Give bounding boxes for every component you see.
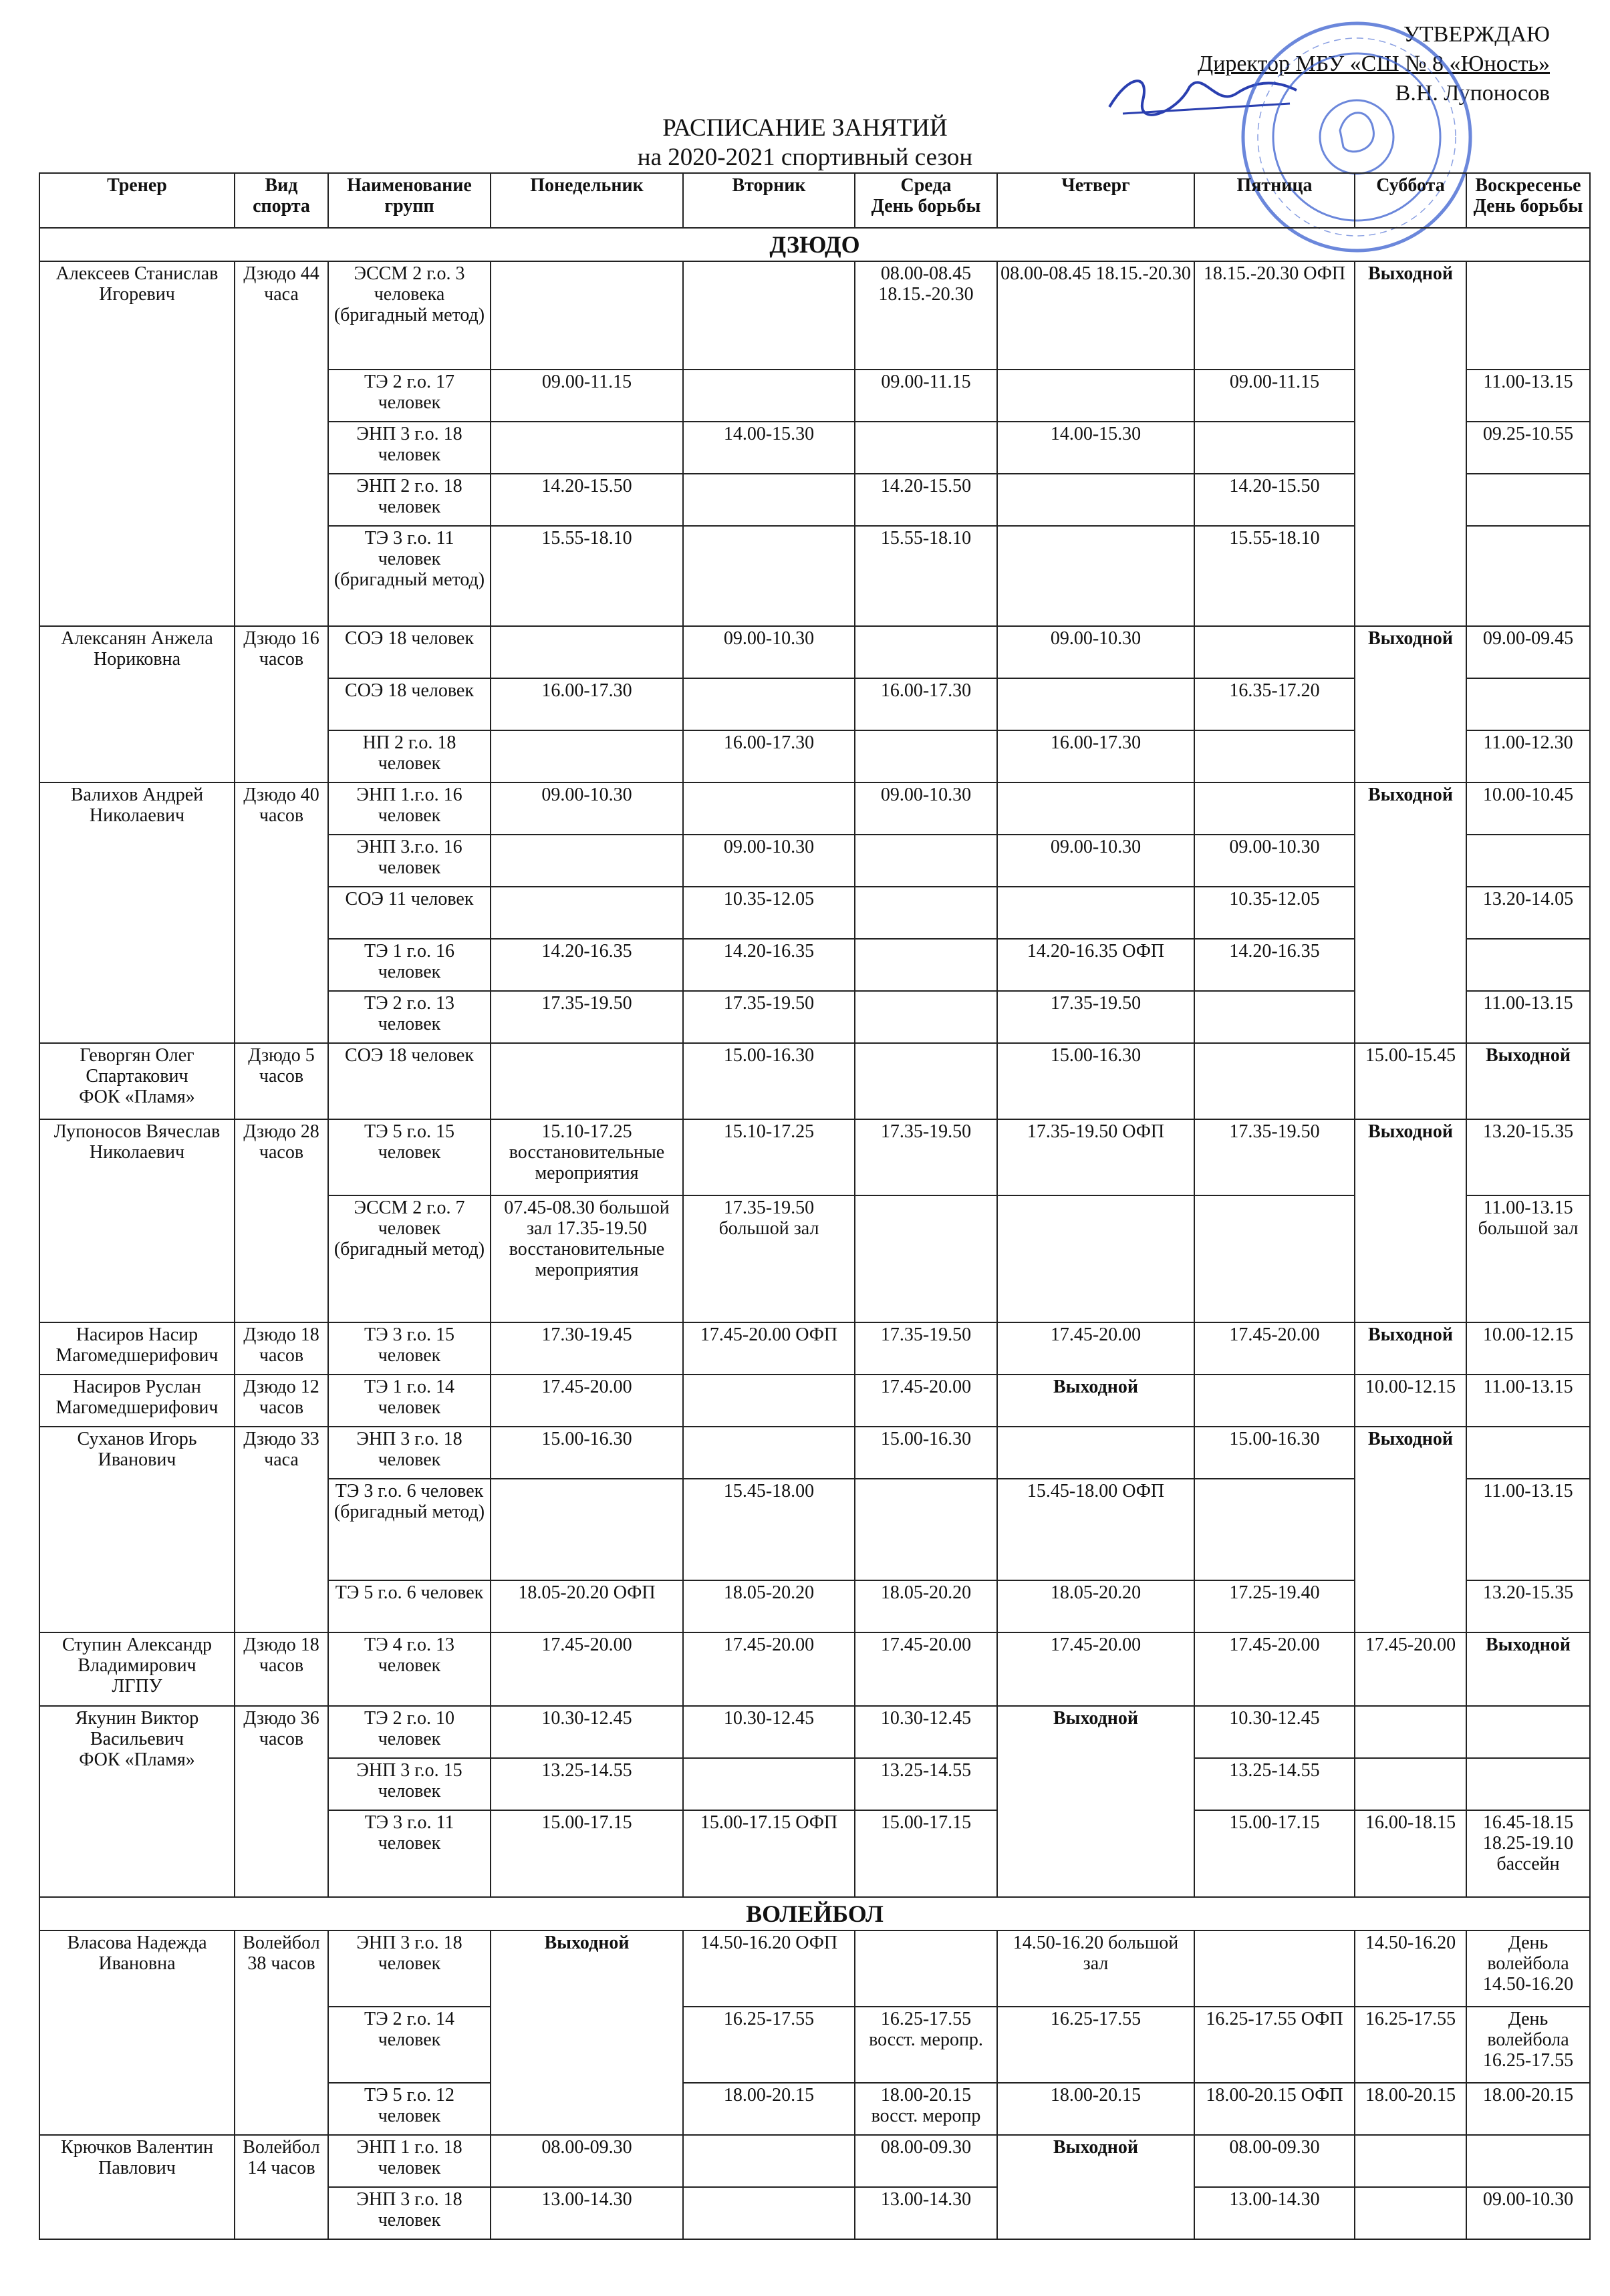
- sport-cell: Дзюдо 18 часов: [235, 1322, 328, 1375]
- tue-cell: 17.45-20.00 ОФП: [683, 1322, 855, 1375]
- group-cell: СОЭ 18 человек: [328, 626, 491, 678]
- sun-cell: [1466, 1758, 1590, 1810]
- thu-cell: [997, 782, 1194, 835]
- wed-cell: 18.05-20.20: [855, 1580, 997, 1632]
- sport-cell: Дзюдо 44 часа: [235, 261, 328, 626]
- trainer-cell: Власова Надежда Ивановна: [39, 1930, 235, 2135]
- tue-cell: 17.35-19.50 большой зал: [683, 1195, 855, 1322]
- table-row: [39, 1930, 1590, 2007]
- sport-cell: Дзюдо 12 часов: [235, 1375, 328, 1427]
- trainer-cell: Лупоносов Вячеслав Николаевич: [39, 1119, 235, 1322]
- thu-cell: 17.45-20.00: [997, 1322, 1194, 1375]
- sun-cell: 09.25-10.55: [1466, 422, 1590, 474]
- sun-cell: 11.00-13.15: [1466, 370, 1590, 422]
- sun-cell: 18.00-20.15: [1466, 2083, 1590, 2135]
- table-row: [39, 2135, 1590, 2187]
- sun-cell: Выходной: [1466, 1043, 1590, 1119]
- mon-cell: [491, 422, 683, 474]
- fri-cell: 18.00-20.15 ОФП: [1194, 2083, 1355, 2135]
- trainer-cell: [39, 1043, 235, 1119]
- tue-cell: [683, 678, 855, 730]
- header-sun-note: День борьбы: [1473, 196, 1583, 217]
- group-cell: ЭНП 3 г.о. 18 человек: [328, 2187, 491, 2239]
- tue-cell: 14.50-16.20 ОФП: [683, 1930, 855, 2007]
- wed-cell: 17.45-20.00: [855, 1632, 997, 1706]
- fri-cell: [1194, 1195, 1355, 1322]
- thu-cell: 14.00-15.30: [997, 422, 1194, 474]
- section-row: [39, 228, 1590, 261]
- wed-cell: [855, 730, 997, 782]
- group-cell: ЭНП 3 г.о. 18 человек: [328, 422, 491, 474]
- thu-cell: 16.25-17.55: [997, 2007, 1194, 2083]
- trainer-name: Якунин Виктор Васильевич: [75, 1708, 199, 1749]
- header-sport: Вид спорта: [235, 173, 328, 228]
- tue-cell: 18.05-20.20: [683, 1580, 855, 1632]
- fri-cell: [1194, 1375, 1355, 1427]
- approval-position: Директор МБУ «СШ № 8 «Юность»: [1198, 51, 1550, 76]
- sport-cell: Волейбол 38 часов: [235, 1930, 328, 2135]
- tue-cell: [683, 2135, 855, 2187]
- sat-cell: Выходной: [1355, 1322, 1466, 1375]
- sat-cell: Выходной: [1355, 1427, 1466, 1632]
- tue-cell: 16.25-17.55: [683, 2007, 855, 2083]
- sun-cell: [1466, 678, 1590, 730]
- wed-cell: 17.35-19.50: [855, 1119, 997, 1195]
- sun-cell: [1466, 2007, 1590, 2083]
- tue-cell: [683, 474, 855, 526]
- sport-cell: Дзюдо 28 часов: [235, 1119, 328, 1322]
- tue-cell: 14.00-15.30: [683, 422, 855, 474]
- header-sun: [1466, 173, 1590, 228]
- wed-cell: 17.45-20.00: [855, 1375, 997, 1427]
- table-row: [39, 1706, 1590, 1758]
- fri-cell: 18.15.-20.30 ОФП: [1194, 261, 1355, 370]
- title-line-1: РАСПИСАНИЕ ЗАНЯТИЙ: [662, 114, 948, 142]
- table-row: [39, 1119, 1590, 1195]
- fri-cell: 15.00-16.30: [1194, 1427, 1355, 1479]
- header-sun-label: Воскресенье: [1475, 175, 1581, 196]
- wed-cell: [855, 835, 997, 887]
- sat-cell: 14.50-16.20: [1355, 1930, 1466, 2007]
- fri-cell: 09.00-10.30: [1194, 835, 1355, 887]
- wed-cell: [855, 887, 997, 939]
- fri-cell: [1194, 1930, 1355, 2007]
- tue-cell: [683, 261, 855, 370]
- section-volleyball: ВОЛЕЙБОЛ: [39, 1897, 1590, 1930]
- tue-cell: [683, 1427, 855, 1479]
- tue-cell: 15.10-17.25: [683, 1119, 855, 1195]
- thu-cell: [997, 526, 1194, 626]
- sun-cell: 09.00-10.30: [1466, 2187, 1590, 2239]
- group-cell: ЭНП 1.г.о. 16 человек: [328, 782, 491, 835]
- table-row: [39, 1043, 1590, 1119]
- group-cell: ЭНП 1 г.о. 18 человек: [328, 2135, 491, 2187]
- sun-cell: [1466, 1930, 1590, 2007]
- wed-cell: 16.00-17.30: [855, 678, 997, 730]
- group-cell: СОЭ 11 человек: [328, 887, 491, 939]
- mon-cell: 09.00-10.30: [491, 782, 683, 835]
- sun-cell: Выходной: [1466, 1632, 1590, 1706]
- wed-cell: [855, 939, 997, 991]
- tue-cell: 15.00-17.15 ОФП: [683, 1810, 855, 1897]
- group-cell: ТЭ 5 г.о. 15 человек: [328, 1119, 491, 1195]
- mon-cell: 07.45-08.30 большой зал 17.35-19.50 восстановительные мероприятия: [491, 1195, 683, 1322]
- mon-cell: 18.05-20.20 ОФП: [491, 1580, 683, 1632]
- sat-cell: [1355, 1758, 1466, 1810]
- sun-cell: [1466, 526, 1590, 626]
- group-cell: ТЭ 2 г.о. 10 человек: [328, 1706, 491, 1758]
- sat-cell: 16.25-17.55: [1355, 2007, 1466, 2083]
- thu-cell: 08.00-08.45 18.15.-20.30: [997, 261, 1194, 370]
- mon-cell: 15.00-16.30: [491, 1427, 683, 1479]
- thu-cell: Выходной: [997, 1706, 1194, 1897]
- thu-cell: [997, 1195, 1194, 1322]
- sun-cell: [1466, 474, 1590, 526]
- wed-cell: 14.20-15.50: [855, 474, 997, 526]
- sport-cell: Дзюдо 5 часов: [235, 1043, 328, 1119]
- thu-cell: [997, 474, 1194, 526]
- sun-cell: 13.20-14.05: [1466, 887, 1590, 939]
- tue-cell: [683, 1758, 855, 1810]
- approval-title: УТВЕРЖДАЮ: [1403, 22, 1550, 47]
- fri-cell: 15.55-18.10: [1194, 526, 1355, 626]
- sat-cell: [1355, 2187, 1466, 2239]
- tue-cell: 09.00-10.30: [683, 835, 855, 887]
- tue-cell: 16.00-17.30: [683, 730, 855, 782]
- group-cell: ЭНП 3 г.о. 18 человек: [328, 1427, 491, 1479]
- thu-cell: 15.00-16.30: [997, 1043, 1194, 1119]
- group-cell: ЭНП 3 г.о. 15 человек: [328, 1758, 491, 1810]
- trainer-cell: Насиров Руслан Магомедшерифович: [39, 1375, 235, 1427]
- thu-cell: 18.05-20.20: [997, 1580, 1194, 1632]
- wed-cell: 15.55-18.10: [855, 526, 997, 626]
- fri-cell: 13.25-14.55: [1194, 1758, 1355, 1810]
- tue-cell: 15.00-16.30: [683, 1043, 855, 1119]
- sat-cell: Выходной: [1355, 1119, 1466, 1322]
- trainer-cell: Алексанян Анжела Нориковна: [39, 626, 235, 782]
- wed-cell: [855, 1930, 997, 2007]
- wed-cell: 08.00-08.45 18.15.-20.30: [855, 261, 997, 370]
- fri-cell: 15.00-17.15: [1194, 1810, 1355, 1897]
- sport-cell: Дзюдо 16 часов: [235, 626, 328, 782]
- thu-cell: 17.35-19.50: [997, 991, 1194, 1043]
- sun-cell: 11.00-13.15 большой зал: [1466, 1195, 1590, 1322]
- mon-cell: 17.45-20.00: [491, 1375, 683, 1427]
- sun-time: 14.50-16.20: [1482, 1974, 1574, 1995]
- header-group: Наименование групп: [328, 173, 491, 228]
- group-cell: ТЭ 3 г.о. 6 человек (бригадный метод): [328, 1479, 491, 1580]
- sun-cell: [1466, 2135, 1590, 2187]
- group-cell: ТЭ 3 г.о. 15 человек: [328, 1322, 491, 1375]
- volleyball-day-label: День волейбола: [1487, 2009, 1569, 2050]
- thu-cell: Выходной: [997, 1375, 1194, 1427]
- tue-cell: 18.00-20.15: [683, 2083, 855, 2135]
- wed-cell: [855, 422, 997, 474]
- wed-cell: 17.35-19.50: [855, 1322, 997, 1375]
- section-row: [39, 1897, 1590, 1930]
- wed-cell: 13.00-14.30: [855, 2187, 997, 2239]
- tue-cell: [683, 1375, 855, 1427]
- sun-cell: [1466, 835, 1590, 887]
- sun-cell: 11.00-13.15: [1466, 1375, 1590, 1427]
- group-cell: ЭССМ 2 г.о. 7 человек (бригадный метод): [328, 1195, 491, 1322]
- header-fri: Пятница: [1194, 173, 1355, 228]
- mon-cell: 09.00-11.15: [491, 370, 683, 422]
- fri-cell: 10.30-12.45: [1194, 1706, 1355, 1758]
- mon-cell: [491, 1479, 683, 1580]
- group-cell: ТЭ 4 г.о. 13 человек: [328, 1632, 491, 1706]
- tue-cell: 10.30-12.45: [683, 1706, 855, 1758]
- sport-cell: Дзюдо 18 часов: [235, 1632, 328, 1706]
- trainer-cell: Алексеев Станислав Игоревич: [39, 261, 235, 626]
- group-cell: ТЭ 5 г.о. 6 человек: [328, 1580, 491, 1632]
- mon-cell: 15.00-17.15: [491, 1810, 683, 1897]
- tue-cell: 14.20-16.35: [683, 939, 855, 991]
- group-cell: ТЭ 2 г.о. 14 человек: [328, 2007, 491, 2083]
- wed-cell: 18.00-20.15 восст. меропр: [855, 2083, 997, 2135]
- title-line-2: на 2020-2021 спортивный сезон: [637, 144, 973, 171]
- section-judo: ДЗЮДО: [39, 228, 1590, 261]
- fri-cell: [1194, 782, 1355, 835]
- fri-cell: [1194, 991, 1355, 1043]
- mon-cell: [491, 730, 683, 782]
- sat-cell: Выходной: [1355, 261, 1466, 626]
- header-trainer: Тренер: [39, 173, 235, 228]
- thu-cell: [997, 1427, 1194, 1479]
- table-row: [39, 782, 1590, 835]
- thu-cell: 16.00-17.30: [997, 730, 1194, 782]
- volleyball-day-label: День волейбола: [1487, 1932, 1569, 1974]
- header-mon: Понедельник: [491, 173, 683, 228]
- trainer-venue: ЛГПУ: [112, 1676, 162, 1697]
- trainer-cell: Валихов Андрей Николаевич: [39, 782, 235, 1043]
- group-cell: ЭНП 3.г.о. 16 человек: [328, 835, 491, 887]
- sun-cell: 13.20-15.35: [1466, 1580, 1590, 1632]
- fri-cell: [1194, 626, 1355, 678]
- table-row: [39, 1632, 1590, 1706]
- wed-cell: 08.00-09.30: [855, 2135, 997, 2187]
- sat-cell: 10.00-12.15: [1355, 1375, 1466, 1427]
- trainer-cell: Крючков Валентин Павлович: [39, 2135, 235, 2239]
- header-wed: [855, 173, 997, 228]
- group-cell: ТЭ 2 г.о. 17 человек: [328, 370, 491, 422]
- sun-cell: 11.00-13.15: [1466, 991, 1590, 1043]
- fri-cell: 14.20-15.50: [1194, 474, 1355, 526]
- fri-cell: 09.00-11.15: [1194, 370, 1355, 422]
- approval-director: В.Н. Лупоносов: [1395, 81, 1550, 106]
- mon-cell: 08.00-09.30: [491, 2135, 683, 2187]
- sat-cell: Выходной: [1355, 782, 1466, 1043]
- thu-cell: [997, 678, 1194, 730]
- sat-cell: 18.00-20.15: [1355, 2083, 1466, 2135]
- sun-cell: 16.45-18.15 18.25-19.10 бассейн: [1466, 1810, 1590, 1897]
- fri-cell: 17.45-20.00: [1194, 1632, 1355, 1706]
- mon-cell: [491, 261, 683, 370]
- fri-cell: 10.35-12.05: [1194, 887, 1355, 939]
- tue-cell: 10.35-12.05: [683, 887, 855, 939]
- group-cell: ТЭ 1 г.о. 14 человек: [328, 1375, 491, 1427]
- wed-cell: 10.30-12.45: [855, 1706, 997, 1758]
- group-cell: СОЭ 18 человек: [328, 678, 491, 730]
- sport-cell: Волейбол 14 часов: [235, 2135, 328, 2239]
- sun-time: 16.25-17.55: [1482, 2050, 1574, 2071]
- thu-cell: 14.50-16.20 большой зал: [997, 1930, 1194, 2007]
- thu-cell: 09.00-10.30: [997, 835, 1194, 887]
- mon-cell: [491, 887, 683, 939]
- trainer-venue: ФОК «Пламя»: [79, 1087, 195, 1107]
- thu-cell: [997, 370, 1194, 422]
- wed-cell: [855, 626, 997, 678]
- sun-cell: [1466, 939, 1590, 991]
- thu-cell: 18.00-20.15: [997, 2083, 1194, 2135]
- mon-cell: 14.20-16.35: [491, 939, 683, 991]
- trainer-cell: [39, 1706, 235, 1897]
- header-thu: Четверг: [997, 173, 1194, 228]
- mon-cell: 13.00-14.30: [491, 2187, 683, 2239]
- sun-cell: [1466, 261, 1590, 370]
- sun-cell: 11.00-13.15: [1466, 1479, 1590, 1580]
- header-wed-label: Среда: [900, 175, 952, 196]
- mon-cell: [491, 626, 683, 678]
- sat-cell: 15.00-15.45: [1355, 1043, 1466, 1119]
- thu-cell: 17.45-20.00: [997, 1632, 1194, 1706]
- wed-cell: [855, 1043, 997, 1119]
- group-cell: ТЭ 3 г.о. 11 человек (бригадный метод): [328, 526, 491, 626]
- table-row: [39, 1427, 1590, 1479]
- trainer-cell: Насиров Насир Магомедшерифович: [39, 1322, 235, 1375]
- sport-cell: Дзюдо 33 часа: [235, 1427, 328, 1632]
- trainer-cell: [39, 1632, 235, 1706]
- fri-cell: [1194, 730, 1355, 782]
- thu-cell: 09.00-10.30: [997, 626, 1194, 678]
- thu-cell: 15.45-18.00 ОФП: [997, 1479, 1194, 1580]
- wed-cell: 09.00-11.15: [855, 370, 997, 422]
- table-row: [39, 261, 1590, 370]
- group-cell: ТЭ 2 г.о. 13 человек: [328, 991, 491, 1043]
- thu-cell: 14.20-16.35 ОФП: [997, 939, 1194, 991]
- tue-cell: 17.45-20.00: [683, 1632, 855, 1706]
- sport-cell: Дзюдо 36 часов: [235, 1706, 328, 1897]
- group-cell: НП 2 г.о. 18 человек: [328, 730, 491, 782]
- fri-cell: 13.00-14.30: [1194, 2187, 1355, 2239]
- fri-cell: [1194, 1479, 1355, 1580]
- trainer-venue: ФОК «Пламя»: [79, 1749, 195, 1770]
- tue-cell: [683, 2187, 855, 2239]
- header-row: [39, 173, 1590, 228]
- fri-cell: 14.20-16.35: [1194, 939, 1355, 991]
- thu-cell: 17.35-19.50 ОФП: [997, 1119, 1194, 1195]
- trainer-cell: Суханов Игорь Иванович: [39, 1427, 235, 1632]
- sun-cell: 10.00-10.45: [1466, 782, 1590, 835]
- group-cell: ЭССМ 2 г.о. 3 человека (бригадный метод): [328, 261, 491, 370]
- sat-cell: 16.00-18.15: [1355, 1810, 1466, 1897]
- mon-cell: 17.30-19.45: [491, 1322, 683, 1375]
- tue-cell: [683, 370, 855, 422]
- mon-cell: 17.35-19.50: [491, 991, 683, 1043]
- mon-cell: 14.20-15.50: [491, 474, 683, 526]
- sun-cell: [1466, 1427, 1590, 1479]
- wed-cell: [855, 991, 997, 1043]
- mon-cell: 13.25-14.55: [491, 1758, 683, 1810]
- wed-cell: [855, 1195, 997, 1322]
- sport-cell: Дзюдо 40 часов: [235, 782, 328, 1043]
- trainer-name: Геворгян Олег Спартакович: [80, 1045, 194, 1087]
- sun-cell: 11.00-12.30: [1466, 730, 1590, 782]
- wed-cell: 15.00-17.15: [855, 1810, 997, 1897]
- header-sat: Суббота: [1355, 173, 1466, 228]
- table-row: [39, 1375, 1590, 1427]
- group-cell: ЭНП 2 г.о. 18 человек: [328, 474, 491, 526]
- document-title: [0, 114, 1610, 172]
- sat-cell: Выходной: [1355, 626, 1466, 782]
- fri-cell: 16.25-17.55 ОФП: [1194, 2007, 1355, 2083]
- wed-cell: [855, 1479, 997, 1580]
- header-tue: Вторник: [683, 173, 855, 228]
- group-cell: ТЭ 3 г.о. 11 человек: [328, 1810, 491, 1897]
- tue-cell: [683, 526, 855, 626]
- table-row: [39, 1322, 1590, 1375]
- tue-cell: 09.00-10.30: [683, 626, 855, 678]
- schedule-table: [39, 172, 1591, 2240]
- sun-cell: 13.20-15.35: [1466, 1119, 1590, 1195]
- wed-cell: 09.00-10.30: [855, 782, 997, 835]
- mon-cell: [491, 1043, 683, 1119]
- sun-cell: 10.00-12.15: [1466, 1322, 1590, 1375]
- mon-cell: 15.55-18.10: [491, 526, 683, 626]
- sat-cell: 17.45-20.00: [1355, 1632, 1466, 1706]
- group-cell: ЭНП 3 г.о. 18 человек: [328, 1930, 491, 2007]
- mon-cell: [491, 835, 683, 887]
- group-cell: ТЭ 1 г.о. 16 человек: [328, 939, 491, 991]
- mon-cell: 17.45-20.00: [491, 1632, 683, 1706]
- wed-cell: 13.25-14.55: [855, 1758, 997, 1810]
- fri-cell: 17.25-19.40: [1194, 1580, 1355, 1632]
- fri-cell: 08.00-09.30: [1194, 2135, 1355, 2187]
- fri-cell: [1194, 1043, 1355, 1119]
- table-row: [39, 626, 1590, 678]
- mon-cell: 16.00-17.30: [491, 678, 683, 730]
- sun-cell: [1466, 1706, 1590, 1758]
- sat-cell: [1355, 1706, 1466, 1758]
- tue-cell: 15.45-18.00: [683, 1479, 855, 1580]
- fri-cell: 17.35-19.50: [1194, 1119, 1355, 1195]
- thu-cell: Выходной: [997, 2135, 1194, 2239]
- mon-cell: 10.30-12.45: [491, 1706, 683, 1758]
- thu-cell: [997, 887, 1194, 939]
- trainer-name: Ступин Александр Владимирович: [61, 1634, 213, 1676]
- sun-cell: 09.00-09.45: [1466, 626, 1590, 678]
- tue-cell: [683, 782, 855, 835]
- wed-cell: 16.25-17.55 восст. меропр.: [855, 2007, 997, 2083]
- fri-cell: 17.45-20.00: [1194, 1322, 1355, 1375]
- group-cell: СОЭ 18 человек: [328, 1043, 491, 1119]
- fri-cell: [1194, 422, 1355, 474]
- wed-cell: 15.00-16.30: [855, 1427, 997, 1479]
- header-wed-note: День борьбы: [871, 196, 981, 217]
- tue-cell: 17.35-19.50: [683, 991, 855, 1043]
- mon-cell: 15.10-17.25 восстановительные мероприятия: [491, 1119, 683, 1195]
- fri-cell: 16.35-17.20: [1194, 678, 1355, 730]
- group-cell: ТЭ 5 г.о. 12 человек: [328, 2083, 491, 2135]
- sat-cell: [1355, 2135, 1466, 2187]
- mon-cell: Выходной: [491, 1930, 683, 2135]
